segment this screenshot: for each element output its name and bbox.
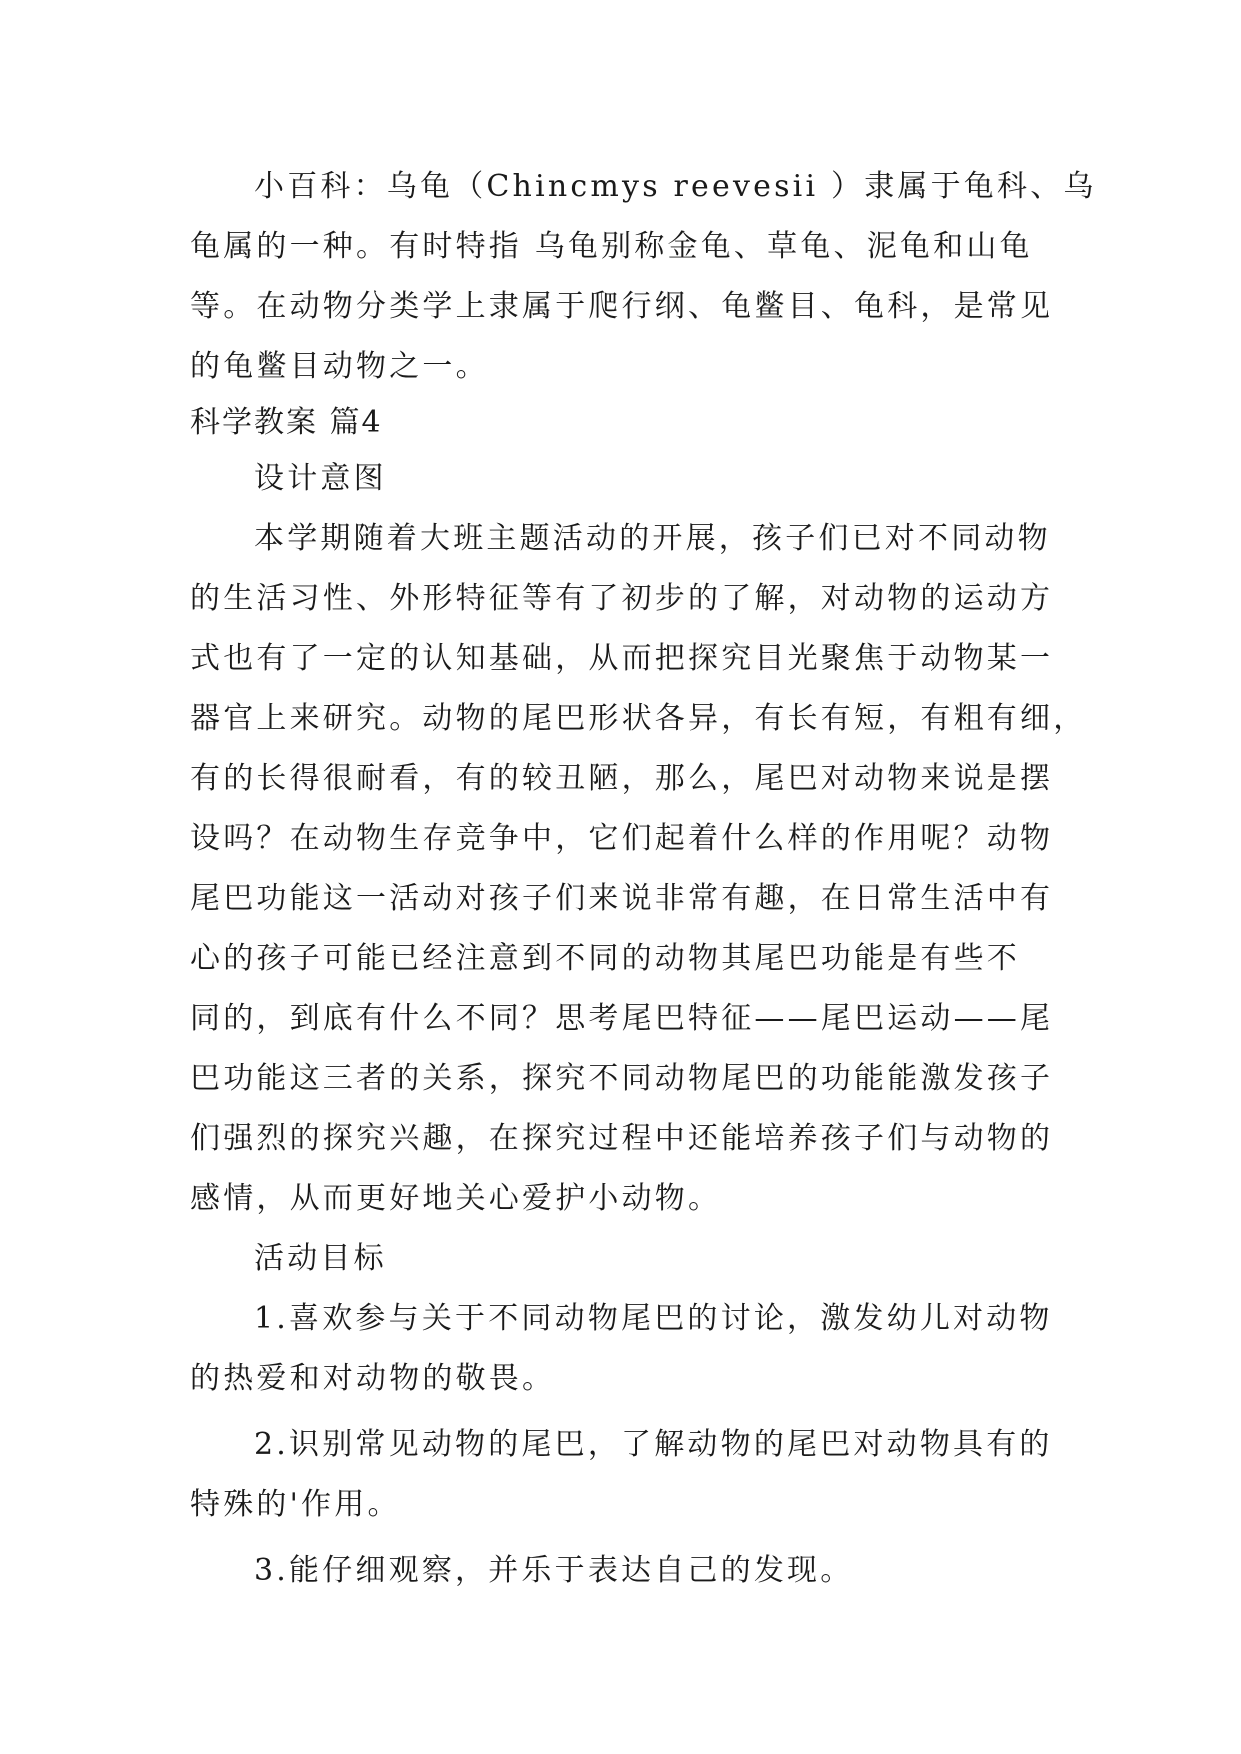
text-line: 的生活习性、外形特征等有了初步的了解，对动物的运动方: [190, 581, 1054, 616]
text-line: 3.能仔细观察，并乐于表达自己的发现。: [254, 1553, 854, 1588]
paragraph-encyclopedia: [190, 157, 1097, 397]
design-intent-heading: 设计意图: [254, 461, 387, 496]
text-line: 特殊的'作用。: [190, 1487, 401, 1522]
text-line: 式也有了一定的认知基础，从而把探究目光聚焦于动物某一: [190, 641, 1054, 676]
goal-item-2: [190, 1415, 1053, 1535]
paragraph-design-intent: [190, 509, 1087, 1229]
goal-item-1: [190, 1289, 1053, 1409]
text-line: 的热爱和对动物的敬畏。: [190, 1361, 556, 1396]
text-line: 器官上来研究。动物的尾巴形状各异，有长有短，有粗有细，: [190, 701, 1087, 736]
document-body: [190, 157, 1097, 1601]
text-line: 本学期随着大班主题活动的开展，孩子们已对不同动物: [254, 521, 1051, 556]
text-line: 等。在动物分类学上隶属于爬行纲、龟鳖目、龟科，是常见: [190, 289, 1054, 324]
goal-item-3: [190, 1541, 1048, 1601]
text-line: 心的孩子可能已经注意到不同的动物其尾巴功能是有些不: [190, 941, 1020, 976]
text-line: 1.喜欢参与关于不同动物尾巴的讨论，激发幼儿对动物: [254, 1301, 1053, 1336]
text-line: 同的，到底有什么不同？思考尾巴特征——尾巴运动——尾: [190, 1001, 1054, 1036]
activity-goals-heading: 活动目标: [254, 1241, 387, 1276]
text-line: 尾巴功能这一活动对孩子们来说非常有趣，在日常生活中有: [190, 881, 1054, 916]
text-line: 有的长得很耐看，有的较丑陋，那么，尾巴对动物来说是摆: [190, 761, 1054, 796]
text-line: 的龟鳖目动物之一。: [190, 349, 489, 384]
text-line: 小百科：乌龟（Chincmys reevesii ）隶属于龟科、乌: [254, 169, 1097, 204]
text-line: 感情，从而更好地关心爱护小动物。: [190, 1181, 722, 1216]
text-line: 们强烈的探究兴趣，在探究过程中还能培养孩子们与动物的: [190, 1121, 1054, 1156]
text-line: 龟属的一种。有时特指 乌龟别称金龟、草龟、泥龟和山龟: [190, 229, 1033, 264]
text-line: 巴功能这三者的关系，探究不同动物尾巴的功能能激发孩子: [190, 1061, 1054, 1096]
text-line: 设吗？在动物生存竞争中，它们起着什么样的作用呢？动物: [190, 821, 1054, 856]
text-line: 2.识别常见动物的尾巴，了解动物的尾巴对动物具有的: [254, 1427, 1053, 1462]
section-title: 科学教案 篇4: [190, 405, 383, 440]
